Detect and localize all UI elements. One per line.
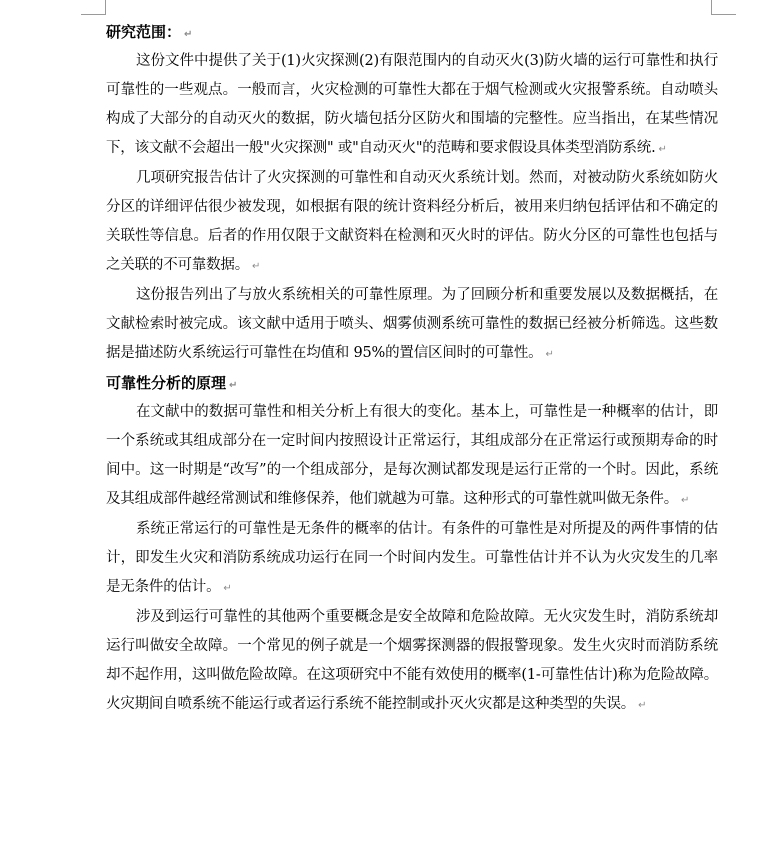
paragraph-principles-3 <box>106 603 718 720</box>
heading-text: 可靠性分析的原理 <box>106 374 227 392</box>
paragraph-principles-1 <box>106 398 718 515</box>
paragraph-text: 涉及到运行可靠性的其他两个重要概念是安全故障和危险故障。无火灾发生时，消防系统却运行叫做安全故障。一个常见的例子就是一个烟雾探测器的假报警现象。发生火灾时而消防系统却不起作用，这叫做危险故障。在这项研究中不能有效使用的概率(1-可靠性估计)称为危险故障。火灾期间自喷系统不能运行或者运行系统不能控制或扑灭火灾都是这种类型的失误。 <box>106 609 718 712</box>
page-corner-top-right <box>711 0 736 15</box>
paragraph-text: 这份报告列出了与放火系统相关的可靠性原理。为了回顾分析和重要发展以及数据概括，在文献检索时被完成。该文献中适用于喷头、烟雾侦测系统可靠性的数据已经被分析筛选。这些数据是描述防火系统运行可靠性在均值和 95%的置信区间时的可靠性。 <box>106 287 718 361</box>
paragraph-mark-icon: ↵ <box>545 349 554 360</box>
paragraph-scope-3 <box>106 281 718 369</box>
paragraph-scope-1 <box>106 47 718 164</box>
paragraph-mark-icon: ↵ <box>638 700 647 711</box>
paragraph-mark-icon: ↵ <box>184 29 193 40</box>
paragraph-scope-2 <box>106 164 718 281</box>
paragraph-mark-icon: ↵ <box>681 495 690 506</box>
paragraph-text: 这份文件中提供了关于(1)火灾探测(2)有限范围内的自动灭火(3)防火墙的运行可靠性和执行可靠性的一些观点。一般而言，火灾检测的可靠性大都在于烟气检测或火灾报警系统。自动喷头构成了大部分的自动灭火的数据，防火墙包括分区防火和围墙的完整性。应当指出，在某些情况下，该文献不会超出一般"火灾探测" 或"自动灭火"的范畴和要求假设具体类型消防系统. <box>106 53 718 156</box>
section-heading-principles <box>106 369 718 398</box>
section-heading-scope <box>106 18 718 47</box>
paragraph-mark-icon: ↵ <box>252 261 261 272</box>
document-body <box>106 18 718 720</box>
paragraph-text: 几项研究报告估计了火灾探测的可靠性和自动灭火系统计划。然而，对被动防火系统如防火分区的详细评估很少被发现，如根据有限的统计资料经分析后，被用来归纳包括评估和不确定的关联性等信息。后者的作用仅限于文献资料在检测和灭火时的评估。防火分区的可靠性也包括与之关联的不可靠数据。 <box>106 170 718 273</box>
paragraph-mark-icon: ↵ <box>223 583 232 594</box>
paragraph-mark-icon: ↵ <box>229 380 238 391</box>
paragraph-text: 系统正常运行的可靠性是无条件的概率的估计。有条件的可靠性是对所提及的两件事情的估计，即发生火灾和消防系统成功运行在同一个时间内发生。可靠性估计并不认为火灾发生的几率是无条件的估计。 <box>106 521 718 595</box>
heading-text: 研究范围： <box>106 23 182 41</box>
paragraph-mark-icon: ↵ <box>658 144 667 155</box>
page-corner-top-left <box>81 0 106 15</box>
paragraph-principles-2 <box>106 515 718 603</box>
paragraph-text: 在文献中的数据可靠性和相关分析上有很大的变化。基本上，可靠性是一种概率的估计，即一个系统或其组成部分在一定时间内按照设计正常运行，其组成部分在正常运行或预期寿命的时间中。这一时期是“改写”的一个组成部分，是每次测试都发现是运行正常的一个时。因此，系统及其组成部件越经常测试和维修保养，他们就越为可靠。这种形式的可靠性就叫做无条件。 <box>106 404 718 507</box>
